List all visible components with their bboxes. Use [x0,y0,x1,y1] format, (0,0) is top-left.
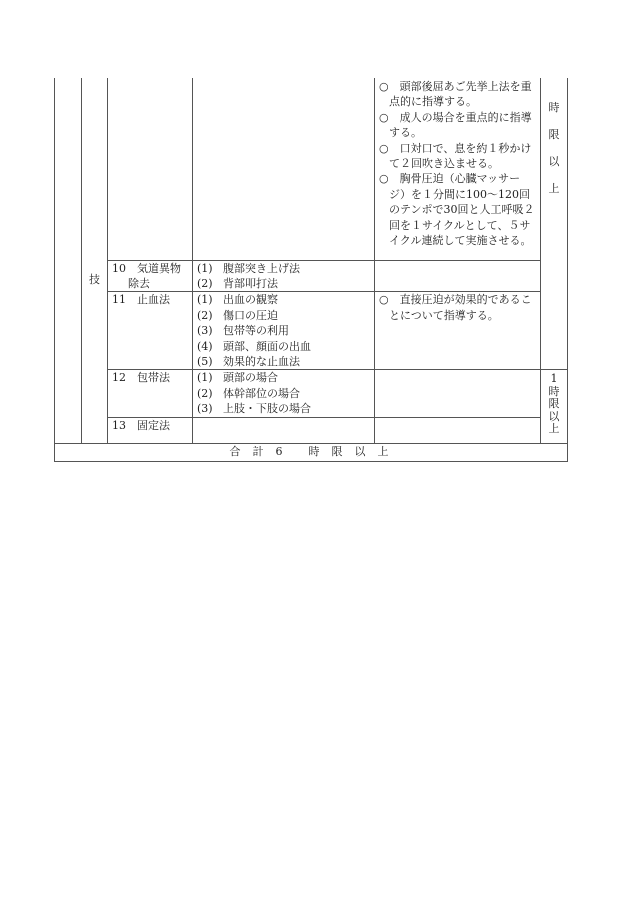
items-cell [193,417,375,443]
list-item: (4) 頭部、顔面の出血 [197,339,311,353]
total-char: 時 [308,444,320,458]
list-item: (5) 効果的な止血法 [197,354,300,368]
hours-char: 上 [548,182,560,195]
hours-text [541,370,567,436]
hours-cell [541,78,568,370]
note: ○ 成人の場合を重点的に指導する。 [379,110,532,140]
list-item: (1) 出血の観察 [197,293,278,307]
total-char: 限 [331,444,343,458]
items-cell [193,292,375,370]
topic-label: 12 包帯法 [112,371,170,385]
total-char: 計 [252,444,264,458]
notes-cell [375,78,541,260]
total-char: 上 [377,444,389,458]
list-item: (1) 頭部の場合 [197,371,278,385]
hours-char: 限 [548,128,560,141]
topic-cell [108,417,193,443]
total-char: 6 [275,444,283,458]
hours-cell [541,370,568,443]
notes-cell [375,260,541,292]
note: ○ 頭部後屈あご先挙上法を重点的に指導する。 [379,80,532,109]
list-item: (2) 傷口の圧迫 [197,308,278,322]
list-item: (3) 上肢・下肢の場合 [197,402,311,416]
total-row [55,443,568,461]
hours-char: 以 [548,155,560,168]
list-item: (3) 包帯等の利用 [197,324,289,338]
hours-char: 限 [548,397,560,411]
topic-label: 10 気道異物除去 [112,261,181,290]
topic-cell [108,370,193,417]
list-item: (2) 背部叩打法 [197,276,278,290]
hours-text [541,78,567,202]
note: ○ 胸骨圧迫（心臓マッサージ）を１分間に100～120回のテンポで30回と人工呼吸２回を１サイクルとして、５サイクル連続して実施させる。 [379,172,535,248]
hours-char: 時 [548,384,560,398]
total-char: 以 [354,444,366,458]
notes-cell [375,370,541,417]
curriculum-table [54,78,568,462]
topic-cell [108,78,193,260]
list-item: (2) 体幹部位の場合 [197,386,300,400]
note: ○ 口対口で、息を約１秒かけて２回吹き込ませる。 [379,141,532,171]
topic-cell [108,260,193,292]
topic-cell [108,292,193,370]
note: ○ 直接圧迫が効果的であることについて指導する。 [379,293,532,322]
topic-label: 13 固定法 [112,418,170,432]
hours-char: 1 [550,372,558,386]
category-label-cell [82,78,108,443]
items-cell [193,370,375,417]
hours-char: 時 [548,101,560,114]
hours-char: 以 [548,409,560,423]
hours-char: 上 [548,422,560,436]
category-label: 技 [89,273,100,287]
topic-label: 11 止血法 [112,293,170,307]
items-cell [193,260,375,292]
notes-cell [375,292,541,370]
list-item: (1) 腹部突き上げ法 [197,261,300,275]
total-char: 合 [229,444,241,458]
items-cell [193,78,375,260]
notes-cell [375,417,541,443]
blank-column [55,78,82,443]
